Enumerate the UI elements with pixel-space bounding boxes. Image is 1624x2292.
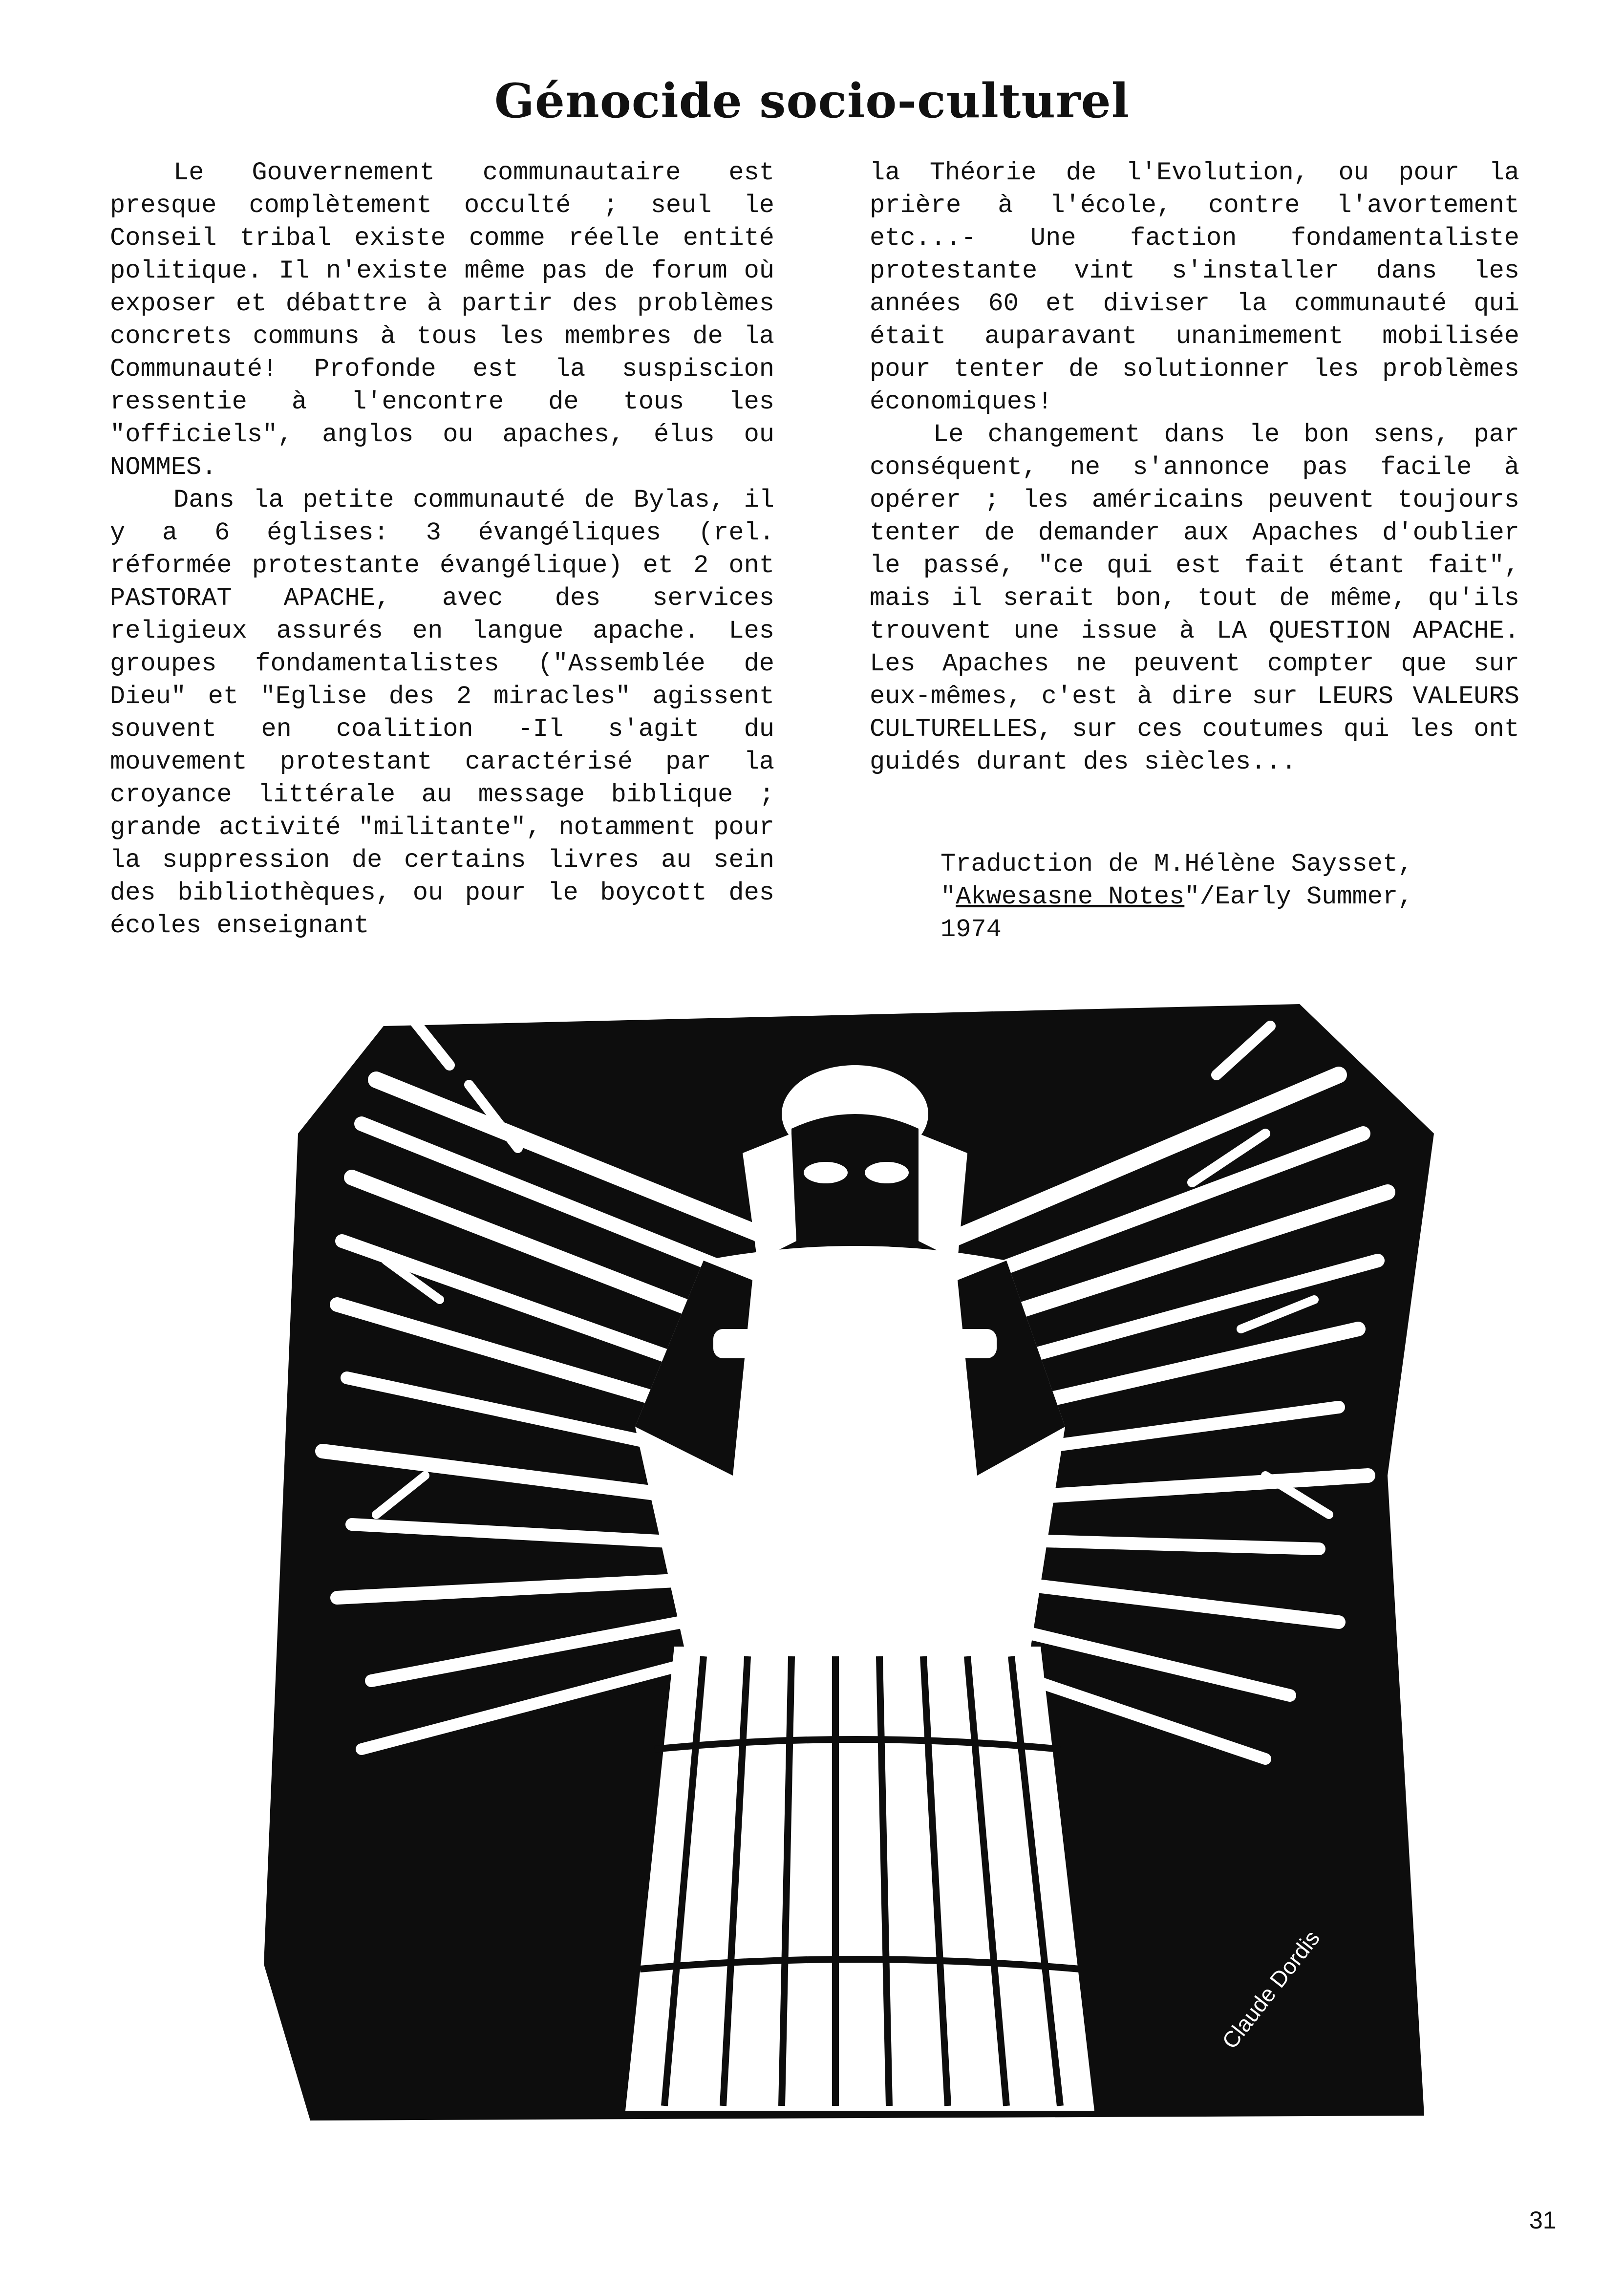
left-paragraph-1: Le Gouvernement communautaire est presque complètement occulté ; seul le Conseil tribal existe comme réelle entité politique. Il n'existe même pas de forum où exposer et débattre à partir des problèmes concrets communs à tous les membres de la Communauté! Profonde est la suspiscion ressentie à l'encontre de tous les "officiels", anglos ou apaches, élus ou NOMMES.: [110, 158, 774, 482]
right-paragraph-1: la Théorie de l'Evolution, ou pour la prière à l'école, contre l'avortement etc...- Une faction fondamentaliste protestante vint s'installer dans les années 60 et diviser la communauté qui était auparavant unanimement mobilisée pour tenter de solutionner les problèmes économiques!: [870, 158, 1519, 416]
left-paragraph-2: Dans la petite communauté de Bylas, il y a 6 églises: 3 évangéliques (rel. réformée protestante évangélique) et 2 ont PASTORAT APACHE, avec des services religieux assurés en langue apache. Les groupes fondamentalistes ("Assemblée de Dieu" et "Eglise des 2 miracles" agissent souvent en coalition -Il s'agit du mouvement protestant caractérisé par la croyance littérale au message biblique ; grande activité "militante", notamment pour la suppression de certains livres au sein des bibliothèques, ou pour le boycott des écoles enseignant: [110, 486, 774, 940]
head-shadow: [791, 1114, 919, 1261]
left-column: [110, 156, 774, 942]
artist-signature: Claude Dordis: [1217, 1925, 1325, 2054]
translation-credit: [940, 848, 1527, 946]
left-cuff: [713, 1329, 767, 1358]
credit-source-line: [940, 880, 1527, 913]
right-paragraph-2: Le changement dans le bon sens, par conséquent, ne s'annonce pas facile à opérer ; les américains peuvent toujours tenter de demander aux Apaches d'oublier le passé, "ce qui est fait étant fait", mais il serait bon, tout de même, qu'ils trouvent une issue à LA QUESTION APACHE. Les Apaches ne peuvent compter que sur eux-mêmes, c'est à dire sur LEURS VALEURS CULTURELLES, sur ces coutumes qui les ont guidés durant des siècles...: [870, 420, 1519, 776]
credit-translator: Traduction de M.Hélène Saysset,: [940, 850, 1413, 878]
page-number: 31: [1529, 2206, 1557, 2234]
article-title: Génocide socio-culturel: [494, 73, 1130, 129]
woodcut-illustration: [264, 987, 1436, 2125]
woodcut-apache-figure: [264, 987, 1436, 2125]
right-eye: [865, 1162, 909, 1183]
credit-source-date: "/Early Summer,: [1184, 882, 1413, 911]
credit-year: 1974: [940, 915, 1002, 944]
left-eye: [804, 1162, 848, 1183]
credit-source-title: Akwesasne Notes: [956, 882, 1185, 911]
right-cuff: [943, 1329, 997, 1358]
credit-quote: ": [940, 882, 956, 911]
right-column: [870, 156, 1519, 778]
